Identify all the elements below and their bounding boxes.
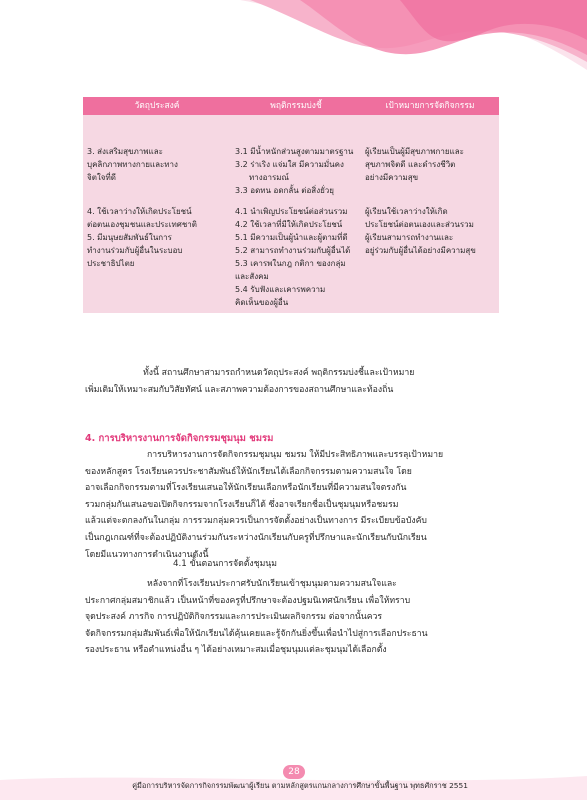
table-cell bbox=[361, 201, 499, 313]
paragraph-line: รวมกลุ่มกันเสนอขอเปิดกิจกรรมจากโรงเรียนก็ได้ ซึ่งอาจเรียกชื่อเป็นชุมนุมหรือชมรม bbox=[85, 499, 399, 510]
cell-line: 5.3 เคารพในกฎ กติกา ของกลุ่ม bbox=[235, 259, 346, 268]
cell-line: ทำงานร่วมกับผู้อื่นในระบอบ bbox=[87, 246, 183, 255]
paragraph-line: จุดประสงค์ ภารกิจ การปฏิบัติกิจกรรมและการประเมินผลกิจกรรม ต่อจากนั้นควร bbox=[85, 612, 383, 623]
cell-line: จิตใจที่ดี bbox=[87, 173, 116, 182]
cell-line: ทางอารมณ์ bbox=[249, 173, 289, 182]
intro-paragraph bbox=[85, 365, 500, 398]
paragraph-line: อาจเลือกกิจกรรมตามที่โรงเรียนเสนอให้นักเรียนเลือกหรือนักเรียนที่มีความสนใจตรงกัน bbox=[85, 483, 407, 494]
cell-line: ผู้เรียนใช้เวลาว่างให้เกิด bbox=[365, 207, 448, 216]
procedure-paragraph bbox=[85, 576, 500, 659]
cell-line: 3.1 มีน้ำหนักส่วนสูงตามมาตรฐาน bbox=[235, 147, 354, 156]
cell-line: บุคลิกภาพทางกายและทาง bbox=[87, 160, 178, 169]
cell-line: และสังคม bbox=[235, 272, 269, 281]
table-header-objective: วัตถุประสงค์ bbox=[83, 97, 231, 115]
paragraph-line: จัดกิจกรรมกลุ่มสัมพันธ์เพื่อให้นักเรียนได้คุ้นเคยและรู้จักกันยิ่งขึ้นเพื่อนำไปสู่การเลือกประธาน bbox=[85, 628, 428, 639]
section-heading: 4. การบริหารงานการจัดกิจกรรมชุมนุม ชมรม bbox=[85, 433, 274, 444]
cell-line: 5. มีมนุษยสัมพันธ์ในการ bbox=[87, 233, 172, 242]
paragraph-line: ของหลักสูตร โรงเรียนควรประชาสัมพันธ์ให้นักเรียนได้เลือกกิจกรรมตามความสนใจ โดย bbox=[85, 466, 412, 477]
table-cell bbox=[83, 115, 231, 201]
cell-line: ผู้เรียนเป็นผู้มีสุขภาพกายและ bbox=[365, 147, 464, 156]
cell-line: 3.2 ร่าเริง แจ่มใส มีความมั่นคง bbox=[235, 160, 344, 169]
table-header-goals: เป้าหมายการจัดกิจกรรม bbox=[361, 97, 499, 115]
management-paragraph bbox=[85, 447, 500, 563]
cell-line: 5.1 มีความเป็นผู้นำและผู้ตามที่ดี bbox=[235, 233, 348, 242]
footer-title: คู่มือการบริหารจัดการกิจกรรมพัฒนาผู้เรียน ตามหลักสูตรแกนกลางการศึกษาขั้นพื้นฐาน พุทธศักราช 2551 bbox=[132, 781, 468, 790]
cell-line: อยู่ร่วมกับผู้อื่นได้อย่างมีความสุข bbox=[365, 246, 476, 255]
paragraph-line: ทั้งนี้ สถานศึกษาสามารถกำหนดวัตถุประสงค์ พฤติกรรมบ่งชี้และเป้าหมาย bbox=[143, 368, 415, 378]
cell-line: อย่างมีความสุข bbox=[365, 173, 419, 182]
paragraph-line: แล้วแต่จะตกลงกันในกลุ่ม การรวมกลุ่มควรเป็นการจัดตั้งอย่างเป็นทางการ มีระเบียบข้อบังคับ bbox=[85, 516, 427, 527]
cell-line: 4. ใช้เวลาว่างให้เกิดประโยชน์ bbox=[87, 207, 192, 216]
cell-line: ประโยชน์ต่อตนเองและส่วนรวม bbox=[365, 220, 474, 229]
table-cell bbox=[231, 115, 361, 201]
cell-line: ต่อตนเองชุมชนและประเทศชาติ bbox=[87, 220, 197, 229]
table-row bbox=[83, 201, 499, 313]
paragraph-line: การบริหารงานการจัดกิจกรรมชุมนุม ชมรม ให้มีประสิทธิภาพและบรรลุเป้าหมาย bbox=[147, 450, 444, 460]
header-wave-decoration bbox=[0, 0, 587, 90]
paragraph-line: เพิ่มเติมให้เหมาะสมกับวิสัยทัศน์ และสภาพความต้องการของสถานศึกษาและท้องถิ่น bbox=[85, 384, 394, 395]
table-cell bbox=[83, 201, 231, 313]
paragraph-line: ประกาศกลุ่มสมาชิกแล้ว เป็นหน้าที่ของครูที่ปรึกษาจะต้องปฐมนิเทศนักเรียน เพื่อให้ทราบ bbox=[85, 595, 411, 606]
subsection-heading: 4.1 ขั้นตอนการจัดตั้งชุมนุม bbox=[173, 559, 277, 569]
page-number: 28 bbox=[283, 765, 305, 779]
table-cell bbox=[231, 201, 361, 313]
paragraph-line: โดยมีแนวทางการดำเนินงานดังนี้ bbox=[85, 549, 209, 560]
paragraph-line: เป็นกฎเกณฑ์ที่จะต้องปฏิบัติงานร่วมกันระหว่างนักเรียนกับครูที่ปรึกษาและนักเรียนกับนักเรียน bbox=[85, 532, 427, 543]
cell-line: 5.4 รับฟังและเคารพความ bbox=[235, 285, 326, 294]
objectives-table bbox=[83, 97, 499, 313]
cell-line: 4.2 ใช้เวลาที่มีให้เกิดประโยชน์ bbox=[235, 220, 343, 229]
cell-line: 5.2 สามารถทำงานร่วมกับผู้อื่นได้ bbox=[235, 246, 351, 255]
table-header-indicators: พฤติกรรมบ่งชี้ bbox=[231, 97, 361, 115]
paragraph-line: รองประธาน หรือตำแหน่งอื่น ๆ ได้อย่างเหมาะสมเมื่อชุมนุมแต่ละชุมนุมได้เลือกตั้ง bbox=[85, 645, 387, 656]
cell-line: คิดเห็นของผู้อื่น bbox=[235, 298, 289, 307]
cell-line: 3. ส่งเสริมสุขภาพและ bbox=[87, 147, 163, 156]
cell-line: สุขภาพจิตดี และดำรงชีวิต bbox=[365, 160, 456, 169]
table-row bbox=[83, 115, 499, 201]
table-cell bbox=[361, 115, 499, 201]
cell-line: ประชาธิปไตย bbox=[87, 259, 135, 268]
cell-line: 3.3 อดทน อดกลั้น ต่อสิ่งยั่วยุ bbox=[235, 186, 334, 195]
cell-line: ผู้เรียนสามารถทำงานและ bbox=[365, 233, 454, 242]
cell-line: 4.1 นำเพิญประโยชน์ต่อส่วนรวม bbox=[235, 207, 348, 216]
paragraph-line: หลังจากที่โรงเรียนประกาศรับนักเรียนเข้าชุมนุมตามความสนใจและ bbox=[147, 579, 397, 589]
